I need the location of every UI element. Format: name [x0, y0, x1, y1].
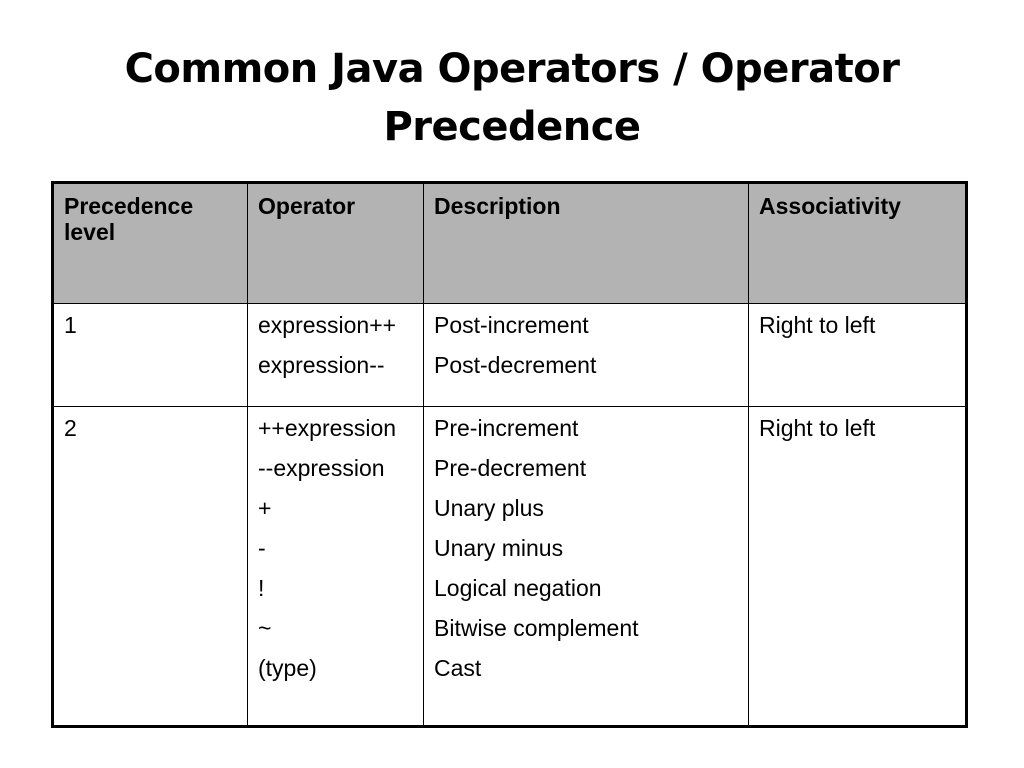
description-item: Pre-decrement	[434, 455, 587, 481]
header-operator: Operator	[248, 183, 424, 304]
table-row	[53, 304, 967, 407]
cell-operators	[248, 407, 424, 727]
table-header-row	[53, 183, 967, 304]
operator-item: ~	[258, 615, 272, 641]
slide-title-line-2: Precedence	[383, 104, 641, 150]
description-item: Pre-increment	[434, 415, 579, 441]
operator-item: !	[258, 575, 265, 601]
cell-level	[53, 304, 248, 407]
description-item: Post-increment	[434, 312, 589, 338]
slide-title	[0, 40, 1024, 156]
associativity-value: Right to left	[759, 415, 876, 441]
cell-descriptions	[424, 407, 749, 727]
table-row	[53, 407, 967, 727]
operator-item: --expression	[258, 455, 385, 481]
header-associativity: Associativity	[749, 183, 967, 304]
operator-item: expression++	[258, 312, 397, 338]
operator-precedence-table	[51, 181, 968, 728]
cell-descriptions	[424, 304, 749, 407]
level-value: 2	[64, 415, 77, 441]
header-description: Description	[424, 183, 749, 304]
cell-level	[53, 407, 248, 727]
cell-associativity	[749, 407, 967, 727]
operator-item: ++expression	[258, 415, 397, 441]
description-item: Logical negation	[434, 575, 602, 601]
slide-title-line-1: Common Java Operators / Operator	[124, 46, 900, 92]
level-value: 1	[64, 312, 77, 338]
header-precedence-level: Precedence level	[53, 183, 248, 304]
description-item: Unary minus	[434, 535, 564, 561]
operator-item: expression--	[258, 352, 385, 378]
cell-operators	[248, 304, 424, 407]
operator-item: +	[258, 495, 272, 521]
description-item: Unary plus	[434, 495, 544, 521]
operator-item: -	[258, 535, 266, 561]
operator-item: (type)	[258, 655, 317, 681]
associativity-value: Right to left	[759, 312, 876, 338]
cell-associativity	[749, 304, 967, 407]
description-item: Bitwise complement	[434, 615, 639, 641]
description-item: Post-decrement	[434, 352, 597, 378]
description-item: Cast	[434, 655, 482, 681]
